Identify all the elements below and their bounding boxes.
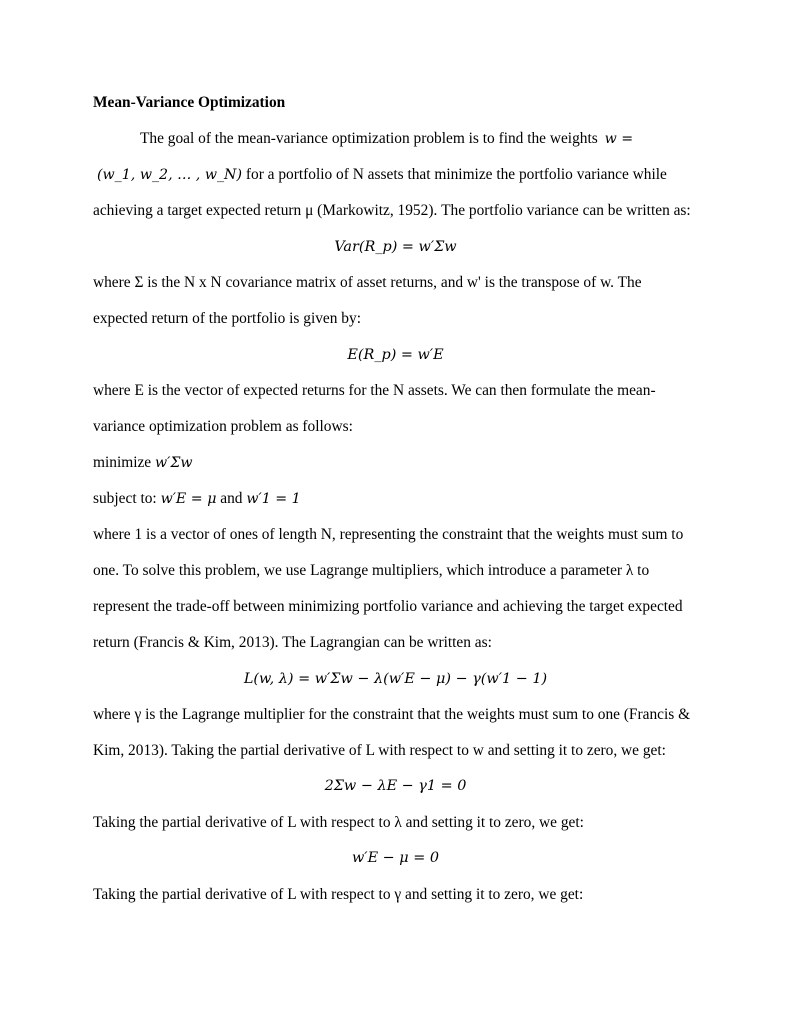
paragraph-line: where 1 is a vector of ones of length N, representing the constraint that the weights must sum to	[93, 526, 684, 543]
paragraph-line: return (Francis & Kim, 2013). The Lagrangian can be written as:	[93, 634, 492, 651]
equation-derivative-w: 2Σw − λE − γ1 = 0	[324, 778, 467, 794]
paragraph-line: Taking the partial derivative of L with respect to γ and setting it to zero, we get:	[93, 886, 584, 903]
paragraph-text: The goal of the mean-variance optimization problem is to find the weights	[140, 130, 598, 147]
section-heading: Mean-Variance Optimization	[93, 94, 286, 111]
paragraph-line: represent the trade-off between minimizing portfolio variance and achieving the target expected	[93, 598, 683, 615]
paragraph-line: where E is the vector of expected returns for the N assets. We can then formulate the mean-	[93, 382, 656, 399]
constraint-line	[93, 490, 301, 508]
inline-math: w′Σw	[155, 455, 193, 471]
paragraph-line: achieving a target expected return μ (Markowitz, 1952). The portfolio variance can be written as:	[93, 202, 691, 219]
paragraph-line: one. To solve this problem, we use Lagrange multipliers, which introduce a parameter λ to	[93, 562, 650, 579]
paragraph-line: variance optimization problem as follows:	[93, 418, 353, 435]
constraint-label: subject to:	[93, 490, 157, 507]
objective-label: minimize	[93, 454, 152, 471]
paragraph-line: where Σ is the N x N covariance matrix of asset returns, and w' is the transpose of w. The	[93, 274, 642, 291]
equation-derivative-lambda: w′E − μ = 0	[351, 850, 439, 866]
conjunction-text: and	[220, 490, 243, 507]
paragraph-line: Taking the partial derivative of L with respect to λ and setting it to zero, we get:	[93, 814, 584, 831]
objective-line	[93, 454, 193, 472]
paragraph-line	[97, 166, 667, 184]
inline-math: w =	[604, 131, 634, 147]
paragraph-line: where γ is the Lagrange multiplier for the constraint that the weights must sum to one (Francis &	[93, 706, 691, 723]
equation-expected-return: E(R_p) = w′E	[347, 347, 444, 363]
paragraph-line	[140, 130, 633, 148]
paragraph-line: expected return of the portfolio is given by:	[93, 310, 361, 327]
paragraph-line: Kim, 2013). Taking the partial derivative of L with respect to w and setting it to zero, we get:	[93, 742, 666, 759]
inline-math: w′E = μ	[160, 491, 217, 507]
inline-math: (w_1, w_2, … , w_N)	[97, 167, 243, 183]
equation-lagrangian: L(w, λ) = w′Σw − λ(w′E − μ) − γ(w′1 − 1)	[243, 671, 548, 687]
paragraph-text: for a portfolio of N assets that minimize the portfolio variance while	[245, 166, 667, 183]
equation-variance: Var(R_p) = w′Σw	[334, 239, 457, 255]
inline-math: w′1 = 1	[246, 491, 301, 507]
